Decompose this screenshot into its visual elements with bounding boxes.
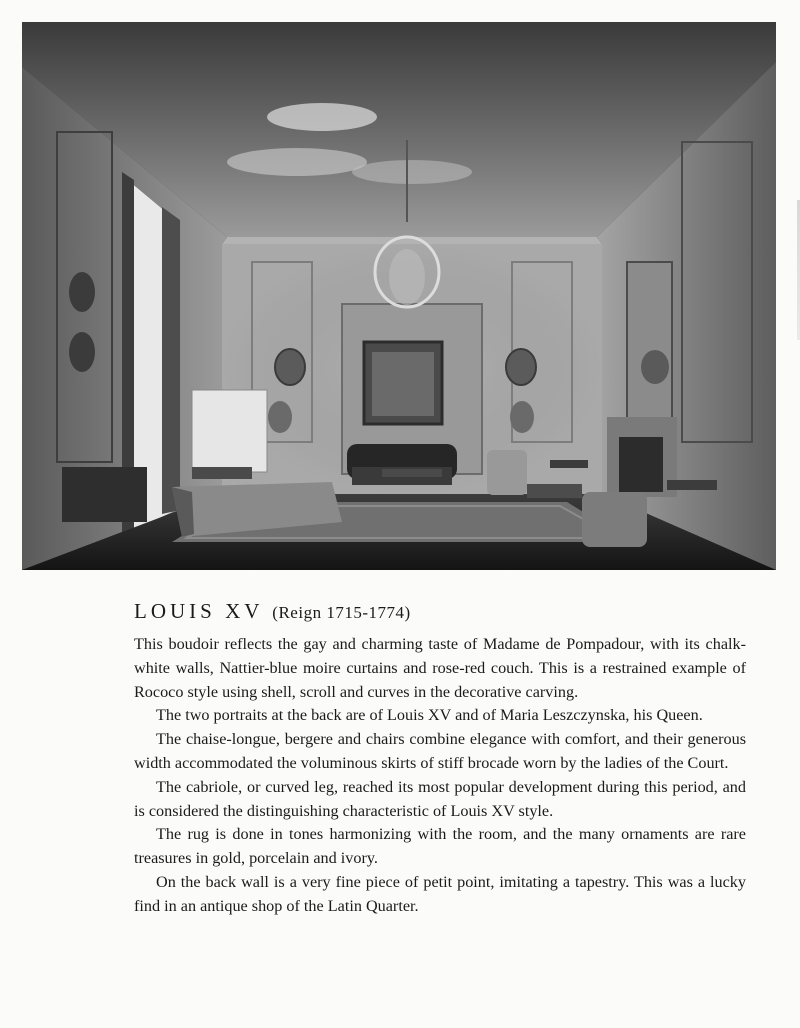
paragraph: The two portraits at the back are of Louis XV and of Maria Leszczynska, his Queen. (156, 706, 703, 725)
paragraph: The chaise-longue, bergere and chairs combine elegance with comfort, and their generous width accommodated the voluminous skirts of stiff brocade worn by the ladies of the Court. (134, 730, 746, 772)
heading-reign: (Reign 1715-1774) (272, 603, 411, 622)
paragraph: This boudoir reflects the gay and charming taste of Madame de Pompadour, with its chalk-white walls, Nattier-blue moire curtains and rose-red couch. This is a restrained example of Rococo style using shell, scroll and curves in the decorative carving. (134, 635, 746, 701)
room-photograph (22, 22, 776, 570)
section-heading (134, 598, 746, 626)
caption-text (134, 598, 746, 919)
boudoir-interior-image (22, 22, 776, 570)
heading-title: LOUIS XV (134, 599, 264, 623)
paragraph: The cabriole, or curved leg, reached its most popular development during this period, and is considered the distinguishing characteristic of Louis XV style. (134, 777, 746, 820)
paragraph: On the back wall is a very fine piece of petit point, imitating a tapestry. This was a lucky find in an antique shop of the Latin Quarter. (134, 872, 746, 915)
paragraph: The rug is done in tones harmonizing with the room, and the many ornaments are rare treasures in gold, porcelain and ivory. (134, 825, 746, 868)
